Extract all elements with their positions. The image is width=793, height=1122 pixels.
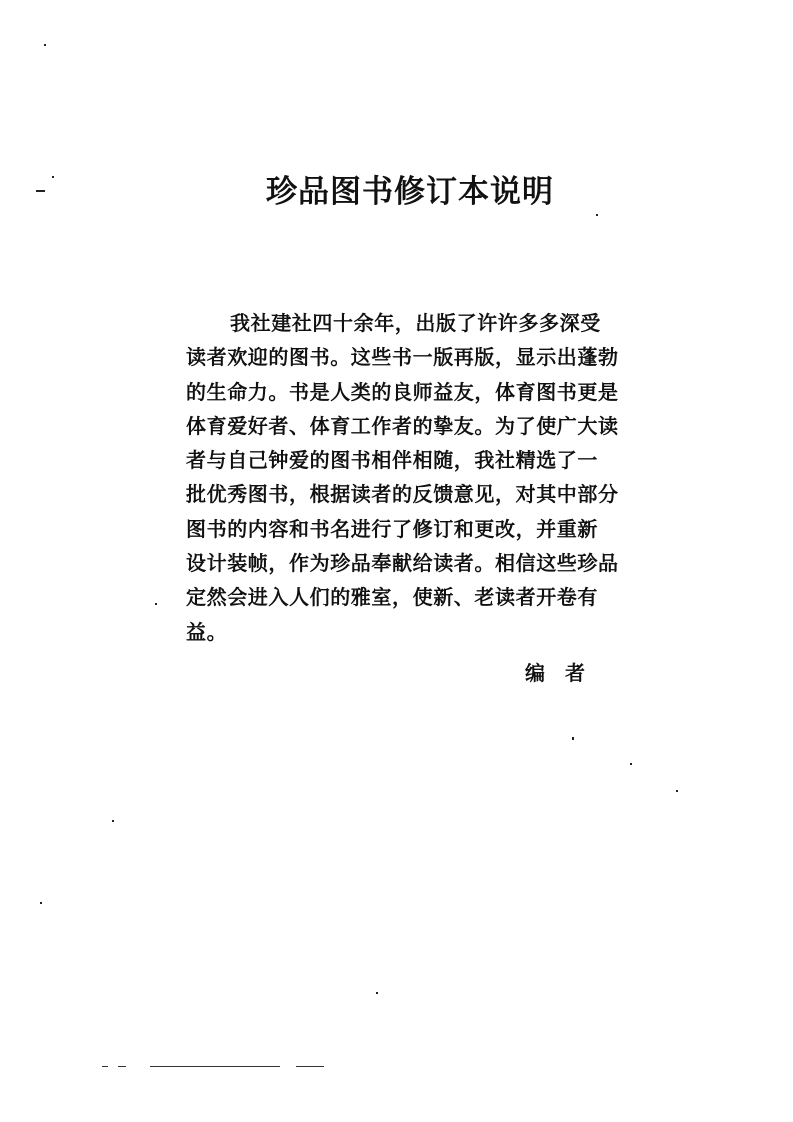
paragraph-line: 图书的内容和书名进行了修订和更改，并重新 [186,516,598,541]
scan-rule [102,1066,108,1067]
scan-speck [676,790,678,792]
paragraph-line: 批优秀图书，根据读者的反馈意见，对其中部分 [186,482,619,507]
paragraph-line: 的生命力。书是人类的良师益友，体育图书更是 [186,379,619,404]
scan-speck [155,603,157,605]
paragraph-line: 定然会进入人们的雅室，使新、老读者开卷有 [186,585,598,610]
preface-paragraph [186,306,646,649]
scan-speck [112,820,114,822]
scan-speck [36,190,45,192]
paragraph-line: 者与自己钟爱的图书相伴相随，我社精选了一 [186,448,598,473]
editor-signature: 编者 [525,661,605,685]
paragraph-line: 体育爱好者、体育工作者的挚友。为了使广大读 [186,413,619,438]
scan-rule [118,1066,126,1067]
paragraph-line: 我社建社四十余年，出版了许许多多深受 [230,311,601,335]
scan-speck [630,763,632,765]
scan-rule [296,1066,324,1067]
paragraph-line: 益。 [186,619,228,644]
scan-speck [44,44,46,46]
scan-rule [150,1066,280,1067]
scan-speck [40,902,42,904]
scan-speck [376,992,378,994]
paragraph-line: 读者欢迎的图书。这些书一版再版，显示出蓬勃 [186,345,619,370]
paragraph-line: 设计装帧，作为珍品奉献给读者。相信这些珍品 [186,551,619,576]
scan-speck [52,176,54,178]
page-title: 珍品图书修订本说明 [266,174,554,210]
scan-speck [596,214,598,216]
scan-speck [572,737,574,740]
